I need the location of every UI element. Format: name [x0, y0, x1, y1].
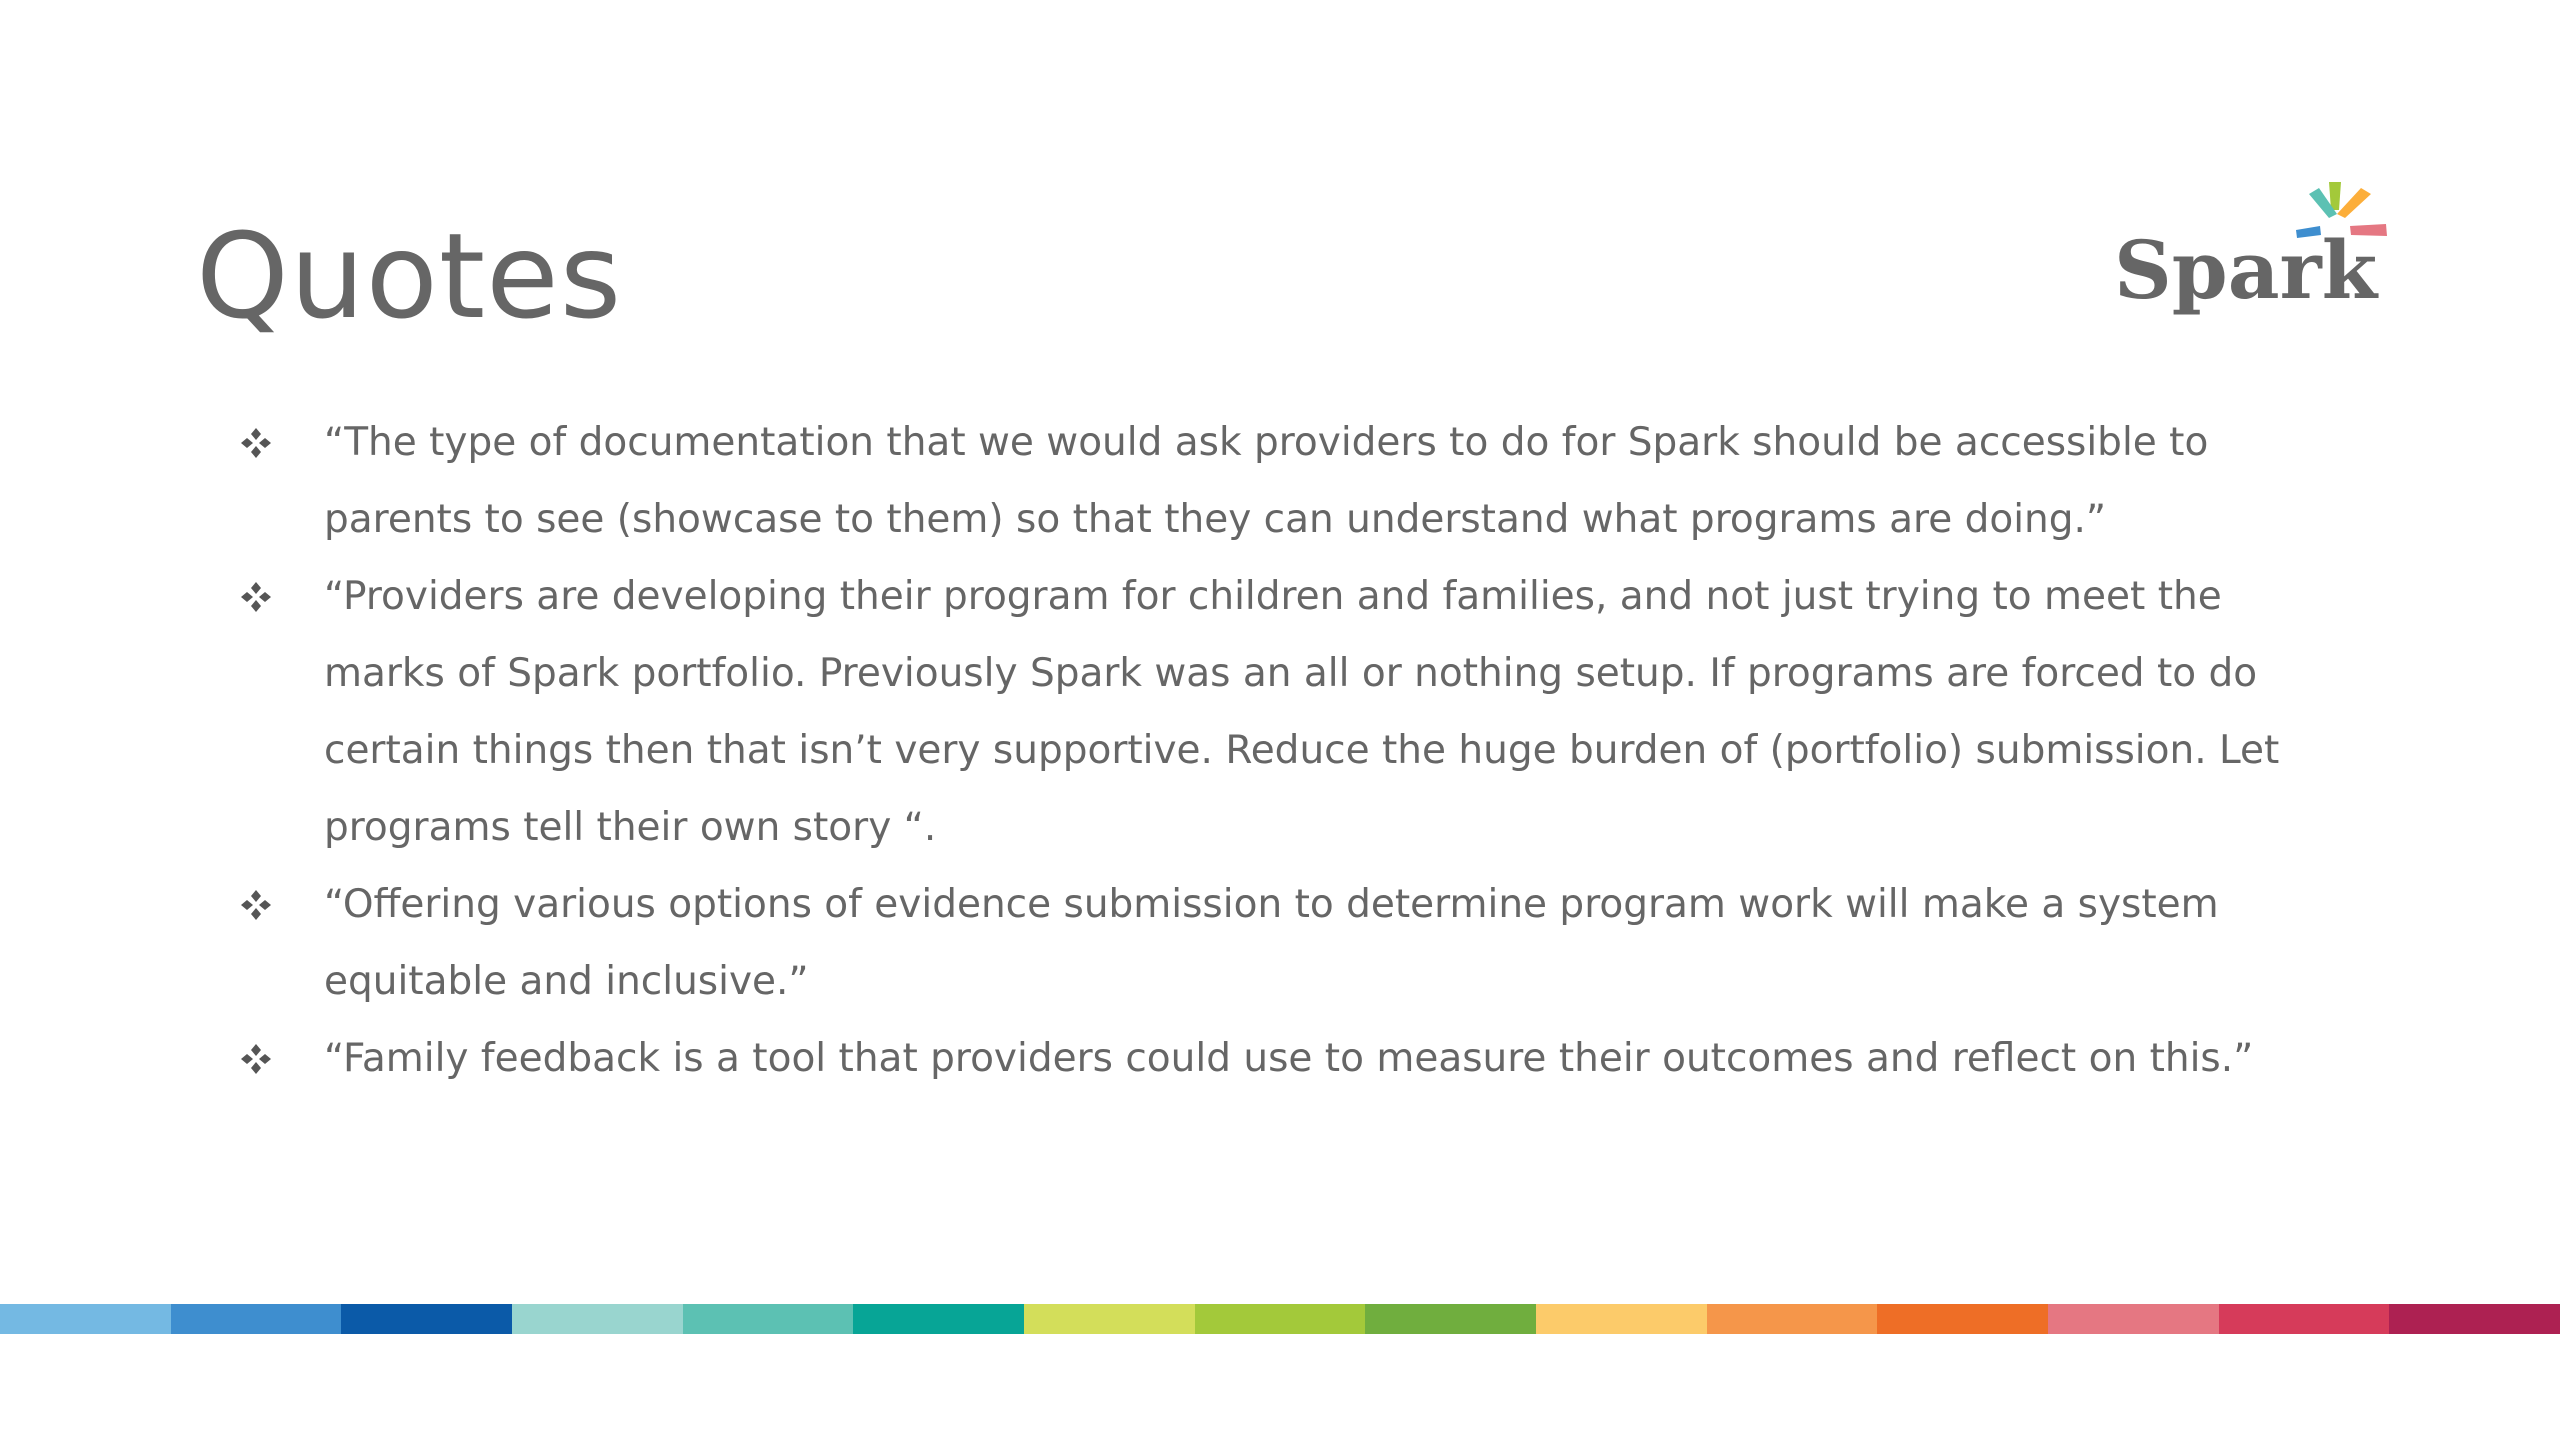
diamond-fleuron-icon: [236, 404, 276, 481]
color-stripe-segment: [0, 1304, 171, 1334]
color-stripe-segment: [1365, 1304, 1536, 1334]
quote-list: [236, 404, 2296, 1097]
color-stripe-segment: [2048, 1304, 2219, 1334]
quote-text: “The type of documentation that we would ask providers to do for Spark should be accessible to parents to see (showcase to them) so that they can understand what programs are doing.”: [324, 420, 2209, 542]
color-stripe-segment: [853, 1304, 1024, 1334]
color-stripe-segment: [171, 1304, 342, 1334]
quote-text: “Family feedback is a tool that providers could use to measure their outcomes and reflect on this.”: [324, 1036, 2254, 1081]
color-stripe-segment: [1707, 1304, 1878, 1334]
color-stripe-segment: [1536, 1304, 1707, 1334]
color-stripe-segment: [512, 1304, 683, 1334]
color-stripe-segment: [683, 1304, 854, 1334]
slide-title: Quotes: [196, 207, 623, 345]
color-stripe-segment: [1024, 1304, 1195, 1334]
quote-item: [236, 866, 2296, 1020]
color-stripe-segment: [341, 1304, 512, 1334]
color-stripe-segment: [1195, 1304, 1366, 1334]
quote-item: [236, 1020, 2296, 1097]
color-stripe-segment: [2389, 1304, 2560, 1334]
diamond-fleuron-icon: [236, 866, 276, 943]
logo-text: Spark: [2114, 223, 2378, 317]
quote-text: “Providers are developing their program for children and families, and not just trying to meet the marks of Spark portfolio. Previously Spark was an all or nothing setup. If programs are forced to do certain things then that isn’t very supportive. Reduce the huge burden of (portfolio) submission. Let programs tell their own story “.: [324, 574, 2280, 850]
spark-logo: [2100, 170, 2400, 350]
quote-item: [236, 558, 2296, 866]
color-stripe-segment: [2219, 1304, 2390, 1334]
diamond-fleuron-icon: [236, 558, 276, 635]
color-stripe-bar: [0, 1304, 2560, 1334]
diamond-fleuron-icon: [236, 1020, 276, 1097]
quote-item: [236, 404, 2296, 558]
quote-text: “Offering various options of evidence submission to determine program work will make a system equitable and inclusive.”: [324, 882, 2219, 1004]
color-stripe-segment: [1877, 1304, 2048, 1334]
